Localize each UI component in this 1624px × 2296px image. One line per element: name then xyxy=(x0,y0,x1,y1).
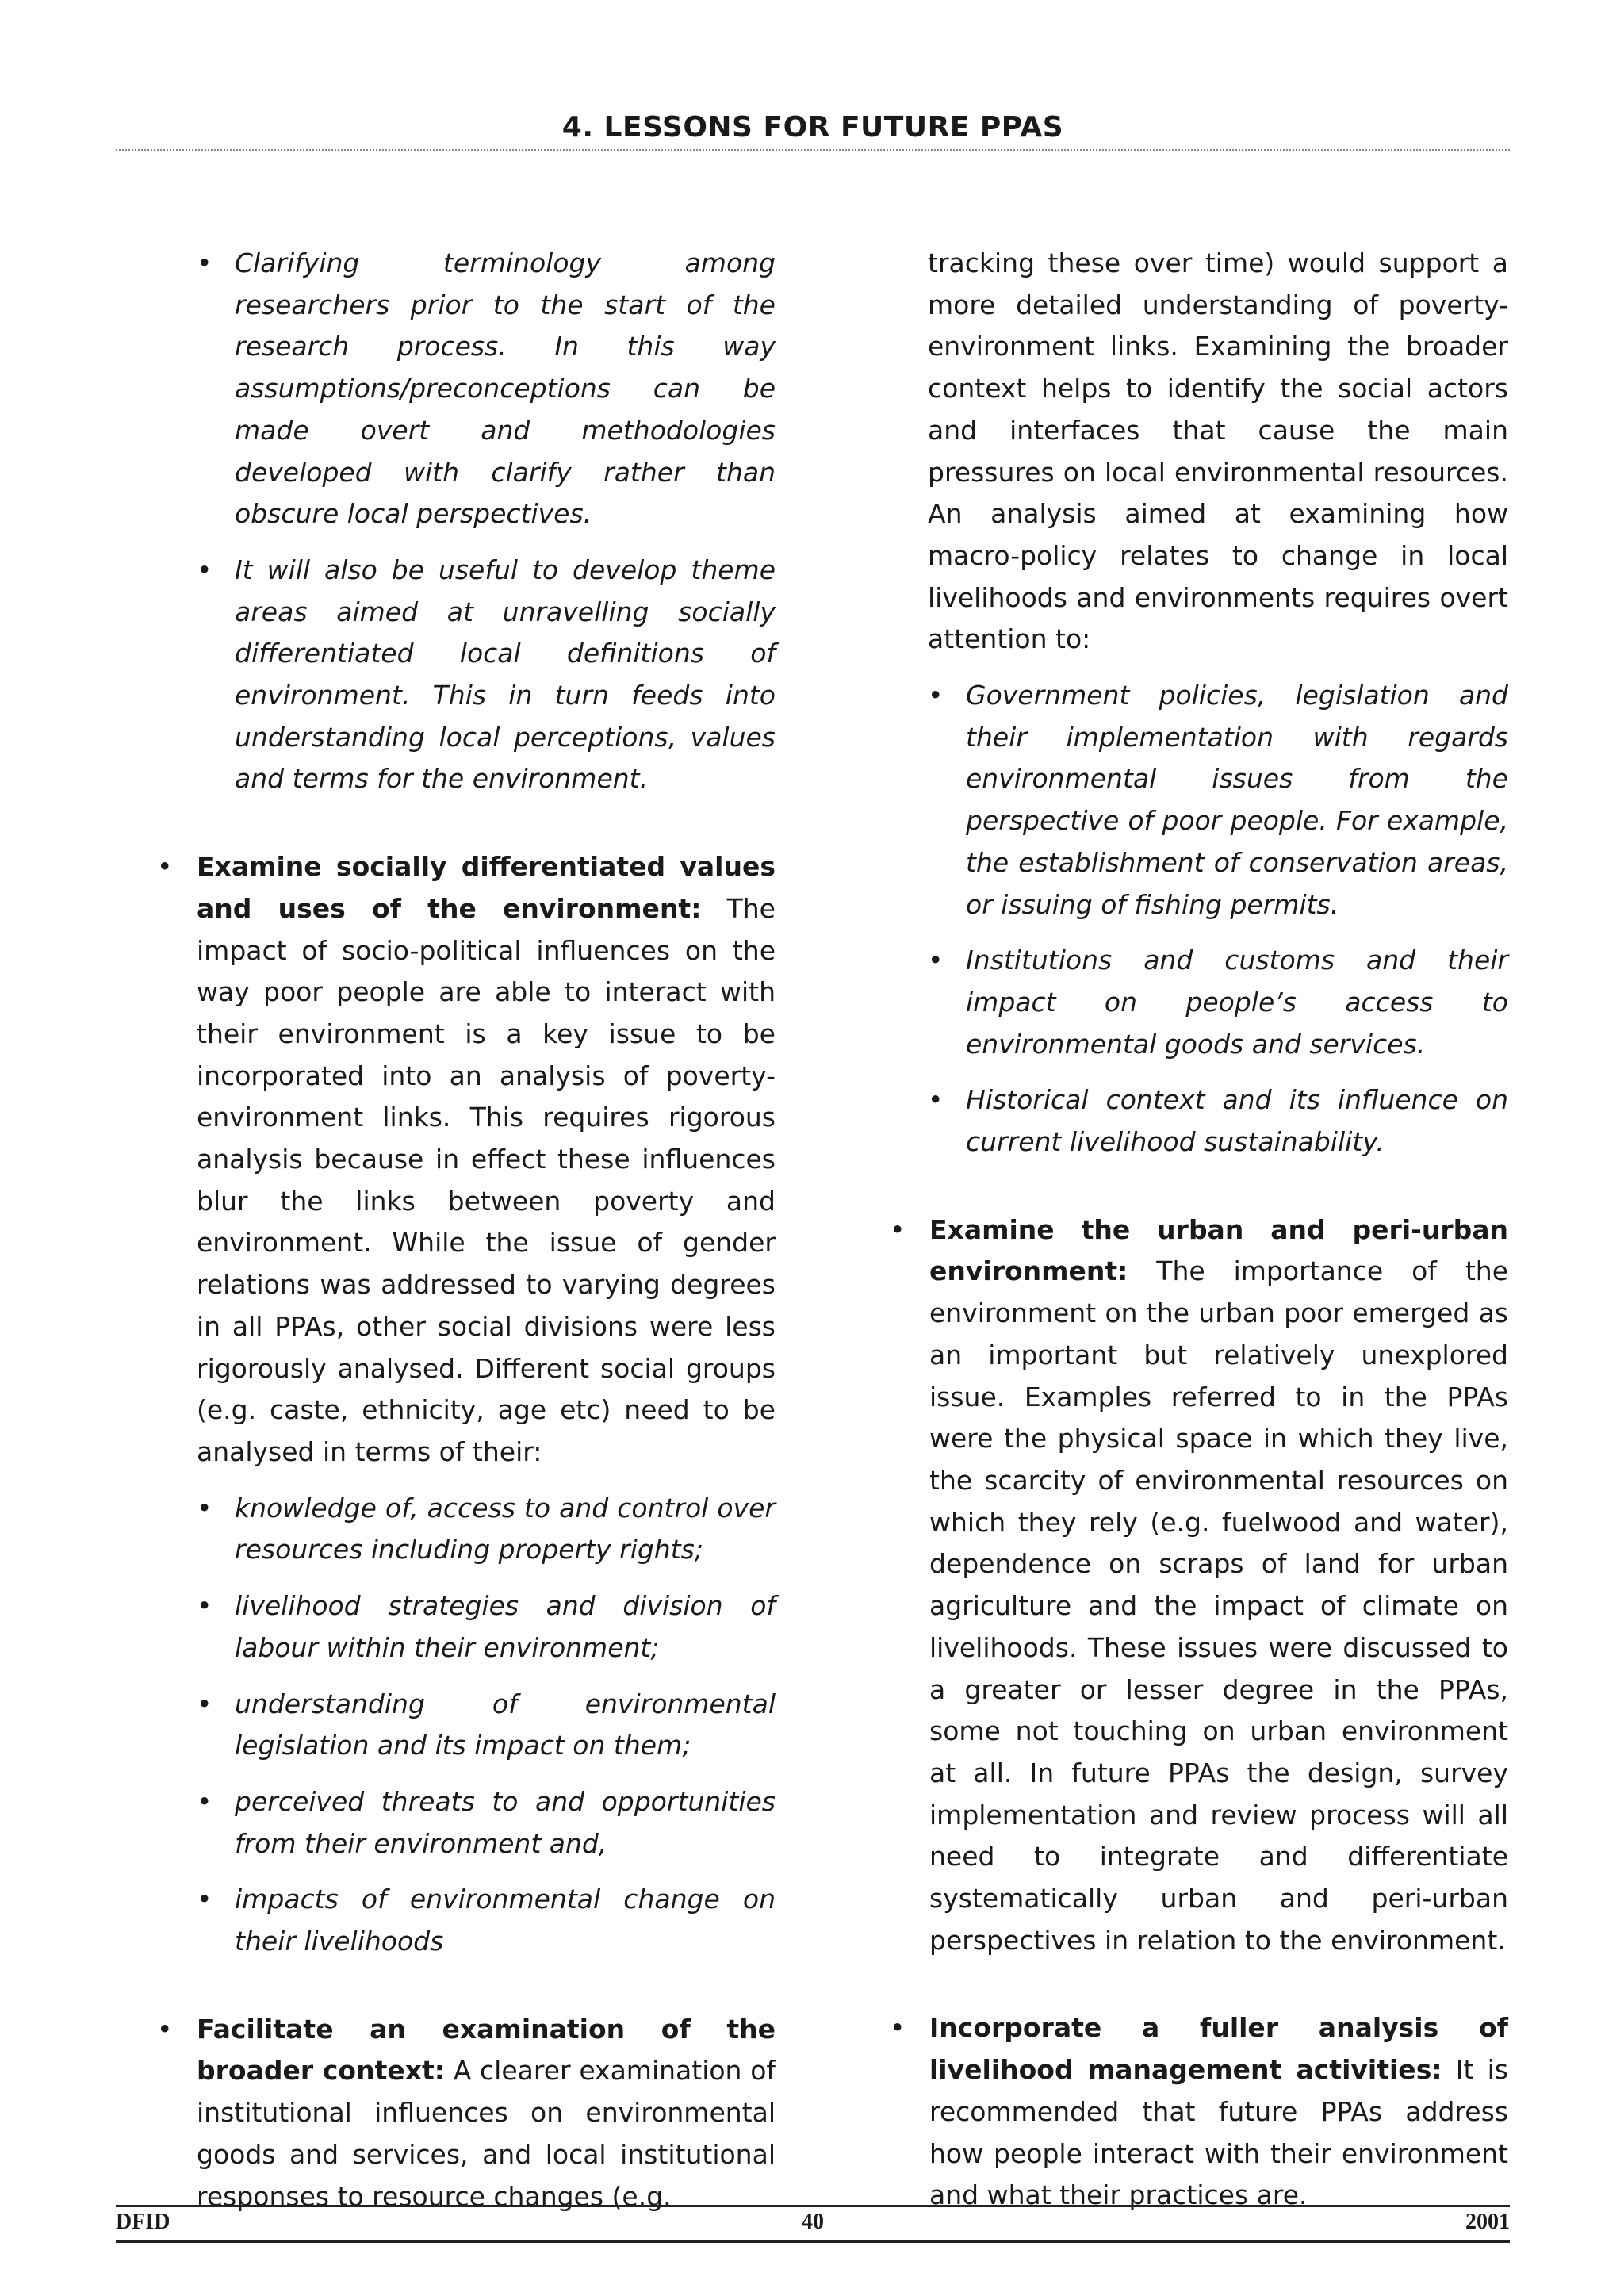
list-item: • Institutions and customs and their impact on people’s access to environmental goods and services. xyxy=(928,940,1508,1065)
examine-social-section xyxy=(157,846,776,1963)
section-heading: Incorporate a fuller analysis of livelihood management activities: xyxy=(929,2012,1508,2086)
list-item: • Historical context and its influence on current livelihood sustainability. xyxy=(928,1079,1508,1163)
footer-publisher: DFID xyxy=(116,2210,170,2234)
facilitate-paragraph xyxy=(197,2009,776,2218)
examine-social-paragraph xyxy=(197,846,776,1474)
section-text: The impact of socio-political influences on the way poor people are able to interact with their environment is a key issue to be incorporated into an analysis of poverty-environment links. This requires rigorous analysis because in effect these influences blur the links between poverty and environment. While the issue of gender relations was addressed to varying degrees in all PPAs, other social divisions were less rigorously analysed. Different social groups (e.g. caste, ethnicity, age etc) need to be analysed in terms of their: xyxy=(197,892,776,1467)
section-heading: Examine socially differentiated values and uses of the environment: xyxy=(197,851,776,924)
section-text: The importance of the environment on the urban poor emerged as an important but relatively unexplored issue. Examples referred to in the PPAs were the physical space in which they live, the scarcity of environmental resources on which they rely (e.g. fuelwood and water), dependence on scraps of land for urban agriculture and the impact of climate on livelihoods. These issues were discussed to a greater or lesser degree in the PPAs, some not touching on urban environment at all. In future PPAs the design, survey implementation and review process will all need to integrate and differentiate systematically urban and peri-urban perspectives in relation to the environment. xyxy=(929,1255,1508,1956)
terminology-list xyxy=(197,243,776,800)
list-item: • impacts of environmental change on their livelihoods xyxy=(197,1879,776,1962)
section-heading: Examine the urban and peri-urban environment: xyxy=(929,1213,1508,1287)
list-item: • Government policies, legislation and their implementation with regards environmental issues from the perspective of poor people. For example, the establishment of conservation areas, or issuing of fishing permits. xyxy=(928,675,1508,926)
footer-page-number: 40 xyxy=(802,2210,824,2234)
bullet-icon: • xyxy=(890,1213,906,1245)
footer-rule-bottom xyxy=(116,2240,1510,2243)
bullet-icon: • xyxy=(157,851,173,883)
social-groups-list xyxy=(197,1488,776,1963)
footer-rule-top xyxy=(116,2205,1510,2207)
list-item: • perceived threats to and opportunities from their environment and, xyxy=(197,1781,776,1865)
list-item: • Clarifying terminology among researchers prior to the start of the research process. In this way assumptions/preconceptions can be made overt and methodologies developed with clarify rather than obscure local perspectives. xyxy=(197,243,776,535)
header-dotted-rule xyxy=(116,149,1510,151)
context-continuation-paragraph: tracking these over time) would support a more detailed understanding of poverty-environment links. Examining the broader context helps to identify the social actors and interfaces that cause the main pressures on local environmental resources. An analysis aimed at examining how macro-policy relates to change in local livelihoods and environments requires overt attention to: xyxy=(928,247,1508,655)
bullet-icon: • xyxy=(157,2013,173,2045)
list-item: • It will also be useful to develop theme areas aimed at unravelling socially differentiated local definitions of environment. This in turn feeds into understanding local perceptions, values and terms for the environment. xyxy=(197,550,776,800)
bullet-icon: • xyxy=(890,2012,906,2044)
section-heading: Facilitate an examination of the broader context: xyxy=(197,2013,776,2087)
urban-paragraph xyxy=(929,1209,1508,1962)
attention-list xyxy=(928,675,1508,1163)
list-item: • livelihood strategies and division of labour within their environment; xyxy=(197,1585,776,1669)
page-header-title: 4. LESSONS FOR FUTURE PPAS xyxy=(561,111,1064,144)
left-column xyxy=(157,243,776,2217)
urban-section xyxy=(890,1209,1508,1962)
livelihood-paragraph xyxy=(929,2007,1508,2217)
list-item: • knowledge of, access to and control over resources including property rights; xyxy=(197,1488,776,1571)
list-item: • understanding of environmental legislation and its impact on them; xyxy=(197,1684,776,1767)
footer-year: 2001 xyxy=(1465,2210,1510,2234)
section-text: A clearer examination of institutional influences on environmental goods and services, and local institutional responses to resource changes (e.g. xyxy=(197,2055,776,2212)
livelihood-section xyxy=(890,2007,1508,2217)
section-text: It is recommended that future PPAs address how people interact with their environment and what their practices are. xyxy=(929,2054,1508,2211)
facilitate-section xyxy=(157,2009,776,2218)
right-column xyxy=(890,243,1508,2217)
